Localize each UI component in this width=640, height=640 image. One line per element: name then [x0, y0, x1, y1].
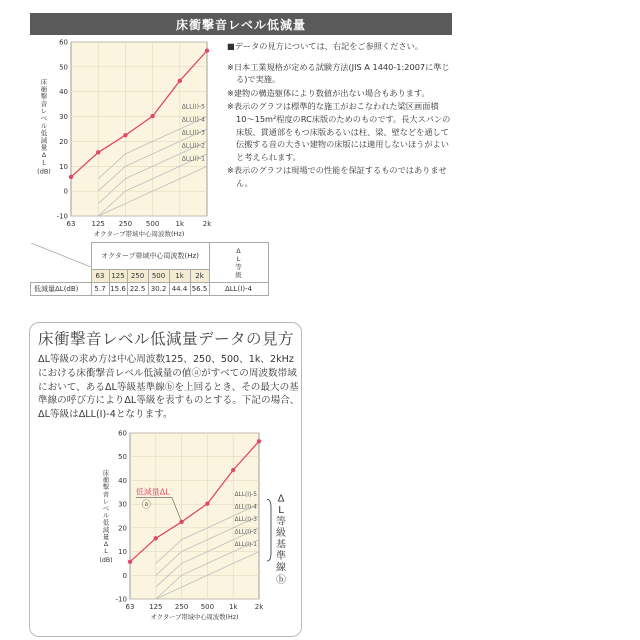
y-tick-label: 40 — [59, 88, 68, 97]
panel-chart — [68, 423, 298, 633]
x-tick-label: 125 — [91, 220, 105, 228]
reference-curve-label: ΔLL(I)-1 — [181, 155, 205, 163]
y-axis-label-char: 音 — [40, 99, 48, 108]
reference-curve-label: ΔLL(I)-5 — [181, 103, 205, 111]
reference-curve-label: ΔLL(I)-3 — [181, 129, 205, 137]
note-line: ※表示のグラフは標準的な施工がおこなわれた梁区画面積10〜15m²程度のRC床版のためのものです。長大スパンの床版、貫通部をもつ床版あるいは柱、梁、壁などを通して伝搬する音の大きい建物の床版には適用しないほうがよいと考えられます。 — [227, 101, 451, 162]
data-point — [123, 133, 127, 137]
top-chart — [28, 36, 228, 242]
y-tick-label: -10 — [56, 212, 68, 221]
table-value-cell: 30.2 — [148, 283, 169, 296]
x-tick-label: 500 — [145, 220, 160, 228]
note-line: ※表示のグラフは現場での性能を保証するものではありません。 — [227, 165, 447, 188]
reference-curve-label: ΔLL(I)-1 — [234, 541, 257, 548]
note-line: ※日本工業規格が定める試験方法(JIS A 1440-1:2007に準じる)で実施。 — [227, 61, 450, 85]
y-axis-label-char: Δ — [103, 541, 109, 548]
series-label: 低減量ΔL — [135, 487, 170, 497]
data-point — [69, 175, 73, 179]
y-axis-label-char: L — [42, 158, 46, 167]
table-row-label: 低減量ΔL(dB) — [31, 283, 92, 296]
data-point — [231, 468, 235, 472]
table-value-cell: 5.7 — [91, 283, 109, 296]
table-value-cell: 15.6 — [109, 283, 127, 296]
table-grade-cell: ΔLL(I)-4 — [209, 283, 268, 296]
reference-curve-label: ΔLL(I)-2 — [181, 142, 205, 150]
data-point — [205, 49, 209, 53]
y-tick-label: 50 — [59, 63, 68, 72]
y-axis-label-char: 床 — [40, 78, 48, 86]
y-tick-label: 10 — [118, 548, 127, 557]
grade-label-char: 等 — [276, 516, 286, 528]
grade-label-char: 準 — [276, 550, 286, 562]
y-tick-label: 20 — [59, 137, 68, 146]
grade-label-char: 線 — [276, 562, 286, 574]
reference-curve-label: ΔLL(I)-4 — [234, 504, 257, 511]
y-axis-label-char: 量 — [40, 143, 48, 152]
table-freq-cell: 125 — [109, 270, 127, 283]
reference-curve-label: ΔLL(I)-3 — [234, 517, 257, 524]
data-point — [178, 79, 182, 83]
grade-label-char: L — [278, 504, 284, 516]
y-axis-label-char: ベ — [102, 505, 110, 513]
y-axis-label-char: 音 — [102, 491, 110, 499]
y-axis-label-char: 撃 — [102, 484, 110, 492]
y-tick-label: 0 — [63, 187, 68, 196]
grade-bracket — [267, 499, 271, 561]
y-tick-label: 30 — [118, 500, 127, 509]
table-freq-cell: 1k — [169, 270, 190, 283]
grade-label-char: Δ — [277, 493, 285, 505]
x-tick-label: 2k — [254, 603, 264, 611]
y-axis-label-char: ル — [102, 512, 110, 520]
y-axis-label-char: 減 — [102, 526, 110, 534]
x-tick-label: 125 — [149, 603, 163, 611]
y-axis-label-char: レ — [102, 498, 110, 506]
x-tick-label: 500 — [200, 603, 215, 611]
y-tick-label: -10 — [115, 595, 127, 604]
y-axis-label-char: 低 — [102, 519, 110, 527]
annotation-b: ⓑ — [276, 574, 286, 586]
y-tick-label: 60 — [118, 429, 127, 438]
table-header-freq: オクターブ帯域中心周波数(Hz) — [91, 243, 209, 270]
x-tick-label: 2k — [202, 220, 212, 228]
x-tick-label: 1k — [228, 603, 238, 611]
x-axis-label: オクターブ帯域中心周波数(Hz) — [93, 230, 185, 238]
table-value-cell: 56.5 — [190, 283, 209, 296]
y-tick-label: 0 — [122, 571, 127, 580]
x-tick-label: 63 — [125, 603, 135, 611]
grade-label-char: 基 — [276, 539, 286, 551]
explanation-panel — [29, 322, 302, 637]
data-point — [150, 114, 154, 118]
page-title: 床衝撃音レベル低減量 — [30, 13, 452, 35]
table-freq-cell: 250 — [127, 270, 148, 283]
table-freq-cell: 63 — [91, 270, 109, 283]
x-axis-label: オクターブ帯域中心周波数(Hz) — [150, 614, 239, 621]
panel-text: ΔL等級の求め方は中心周波数125、250、500、1k、2kHzにおける床衝撃音レベル低減量の値ⓐがすべての周波数帯域において、あるΔL等級基準線ⓑを上回るとき、その最大の基準線の呼び方によりΔL等級を表すものとする。下記の場合、ΔL等級はΔLL(I)-4となります。 — [38, 354, 300, 421]
x-tick-label: 1k — [175, 220, 185, 228]
y-axis-label-char: 衝 — [102, 477, 110, 485]
y-axis-label-char: 撃 — [40, 92, 48, 101]
data-point — [257, 439, 261, 443]
x-tick-label: 63 — [66, 220, 76, 228]
table-freq-cell: 2k — [190, 270, 209, 283]
reference-curve-label: ΔLL(I)-2 — [234, 529, 257, 536]
grade-label-char: 級 — [276, 527, 286, 539]
y-axis-label-char: レ — [40, 107, 48, 116]
y-axis-label-char: 衝 — [40, 85, 48, 94]
table-freq-cell: 500 — [148, 270, 169, 283]
y-tick-label: 40 — [118, 476, 127, 485]
panel-title: 床衝撃音レベル低減量データの見方 — [38, 330, 295, 348]
note-line: ※建物の構造躯体により数値が出ない場合もあります。 — [227, 87, 430, 98]
y-tick-label: 30 — [59, 113, 68, 122]
reference-curve-label: ΔLL(I)-4 — [181, 116, 205, 124]
y-axis-label-char: 減 — [40, 136, 48, 145]
data-table — [30, 242, 269, 296]
y-tick-label: 50 — [118, 453, 127, 462]
plot-area — [130, 433, 259, 599]
x-tick-label: 250 — [174, 603, 189, 611]
x-tick-label: 250 — [118, 220, 133, 228]
table-header-grade: ΔL等級 — [209, 243, 268, 283]
table-value-cell: 44.4 — [169, 283, 190, 296]
note-line: ■データの見方については、右記をご参照ください。 — [227, 41, 423, 51]
y-axis-label-char: 量 — [102, 533, 110, 541]
data-point — [154, 536, 158, 540]
data-point — [205, 501, 209, 505]
y-axis-label-char: ル — [40, 121, 48, 130]
y-axis-label-char: L — [104, 548, 108, 556]
y-axis-label-char: ベ — [40, 114, 48, 123]
y-axis-label-unit: (dB) — [37, 167, 51, 176]
y-axis-label-char: 床 — [102, 470, 110, 477]
y-tick-label: 60 — [59, 38, 68, 47]
notes — [227, 40, 452, 191]
table-corner — [31, 243, 92, 283]
data-point — [179, 520, 183, 524]
reference-curve-label: ΔLL(I)-5 — [234, 492, 257, 499]
y-axis-label-unit: (dB) — [99, 557, 113, 565]
data-point — [96, 150, 100, 154]
y-tick-label: 10 — [59, 162, 68, 171]
y-axis-label-char: Δ — [41, 151, 47, 159]
table-value-cell: 22.5 — [127, 283, 148, 296]
data-point — [128, 560, 132, 564]
annotation-a: ⓐ — [141, 500, 151, 511]
y-tick-label: 20 — [118, 524, 127, 533]
y-axis-label-char: 低 — [40, 129, 48, 138]
